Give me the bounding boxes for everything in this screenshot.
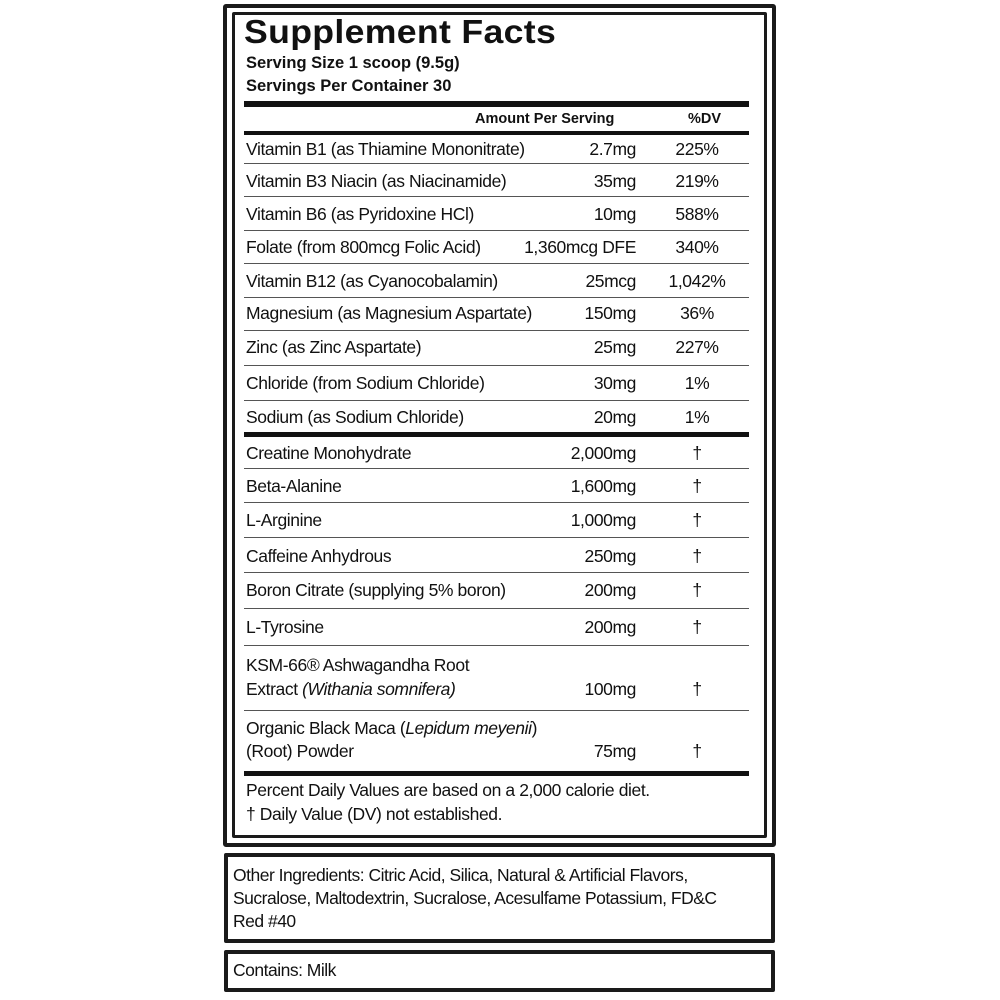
latin-name: (Withania somnifera)	[302, 679, 456, 699]
row-divider	[244, 297, 749, 298]
row-divider	[244, 163, 749, 164]
dagger-icon: †	[692, 741, 702, 761]
ingredient-amount: 100mg	[584, 679, 636, 699]
ingredient-amount: 200mg	[584, 617, 636, 637]
nutrient-amount: 25mcg	[585, 271, 636, 291]
nutrient-amount: 10mg	[593, 204, 636, 224]
botanical-name-line1	[246, 716, 537, 740]
dv-header: %DV	[688, 111, 722, 127]
botanical-row	[246, 716, 749, 766]
botanical-name-line1	[246, 653, 469, 677]
row-divider	[244, 710, 749, 711]
botanical-name-text: Extract	[246, 679, 303, 699]
nutrient-dv: 588%	[675, 204, 719, 224]
botanical-name-text: Organic Black Maca (	[246, 718, 406, 738]
dagger-icon: †	[692, 443, 702, 463]
ingredient-name: L-Tyrosine	[246, 617, 324, 637]
row-divider	[244, 365, 749, 366]
nutrient-name: Folate (from 800mcg Folic Acid)	[246, 237, 481, 257]
nutrient-dv: 227%	[675, 337, 719, 357]
dagger-icon: †	[692, 580, 702, 600]
dagger-icon: †	[692, 679, 702, 699]
nutrient-amount: 25mg	[593, 337, 636, 357]
thick-divider	[244, 101, 749, 107]
ingredient-amount: 200mg	[584, 580, 636, 600]
ingredient-amount: 75mg	[593, 741, 636, 761]
ingredient-name: Caffeine Anhydrous	[246, 546, 392, 566]
section-divider	[244, 432, 749, 437]
nutrient-amount: 35mg	[593, 171, 636, 191]
dagger-icon: †	[692, 546, 702, 566]
row-divider	[244, 330, 749, 331]
row-divider	[244, 468, 749, 469]
nutrient-amount: 150mg	[584, 303, 636, 323]
nutrient-name: Magnesium (as Magnesium Aspartate)	[246, 303, 532, 323]
botanical-name-text: )	[531, 718, 538, 738]
ingredient-amount: 1,600mg	[570, 476, 636, 496]
header-divider	[244, 131, 749, 135]
nutrient-amount: 1,360mcg DFE	[524, 237, 636, 257]
nutrient-dv: 1%	[684, 407, 710, 427]
other-ingredients-line: Red #40	[233, 911, 296, 931]
footer-divider	[244, 771, 749, 776]
dagger-icon: †	[692, 476, 702, 496]
label-title: Supplement Facts	[244, 13, 557, 50]
nutrient-name: Vitamin B3 Niacin (as Niacinamide)	[246, 171, 507, 191]
nutrient-dv: 36%	[680, 303, 714, 323]
nutrient-amount: 20mg	[593, 407, 636, 427]
botanical-name-line2	[246, 739, 354, 763]
ingredient-name: Beta-Alanine	[246, 476, 342, 496]
botanical-name-text: KSM-66® Ashwagandha Root	[246, 655, 470, 675]
nutrient-name: Vitamin B12 (as Cyanocobalamin)	[246, 271, 498, 291]
amount-per-serving-header: Amount Per Serving	[475, 111, 615, 127]
botanical-name-line2	[246, 677, 455, 701]
nutrient-name: Vitamin B6 (as Pyridoxine HCl)	[246, 204, 474, 224]
row-divider	[244, 196, 749, 197]
nutrient-name: Vitamin B1 (as Thiamine Mononitrate)	[246, 139, 525, 159]
ingredient-name: Boron Citrate (supplying 5% boron)	[246, 580, 506, 600]
nutrient-amount: 30mg	[593, 373, 636, 393]
other-ingredients-text	[233, 864, 763, 933]
ingredient-name: Creatine Monohydrate	[246, 443, 412, 463]
allergen-statement: Contains: Milk	[233, 960, 336, 980]
ingredient-amount: 2,000mg	[570, 443, 636, 463]
row-divider	[244, 537, 749, 538]
serving-size: Serving Size 1 scoop (9.5g)	[246, 54, 460, 72]
row-divider	[244, 645, 749, 646]
servings-per-container: Servings Per Container 30	[246, 77, 452, 95]
nutrient-amount: 2.7mg	[589, 139, 636, 159]
dagger-icon: †	[692, 510, 702, 530]
dagger-icon: †	[692, 617, 702, 637]
row-divider	[244, 263, 749, 264]
nutrient-dv: 340%	[675, 237, 719, 257]
ingredient-name: L-Arginine	[246, 510, 322, 530]
row-divider	[244, 230, 749, 231]
nutrient-dv: 1%	[684, 373, 710, 393]
nutrient-name: Sodium (as Sodium Chloride)	[246, 407, 464, 427]
footnote-dv-not-established: † Daily Value (DV) not established.	[246, 804, 503, 824]
nutrient-name: Zinc (as Zinc Aspartate)	[246, 337, 422, 357]
row-divider	[244, 400, 749, 401]
nutrient-dv: 225%	[675, 139, 719, 159]
nutrient-dv: 219%	[675, 171, 719, 191]
other-ingredients-line: Sucralose, Maltodextrin, Sucralose, Acesulfame Potassium, FD&C	[233, 888, 717, 908]
nutrient-dv: 1,042%	[668, 271, 726, 291]
other-ingredients-line: Other Ingredients: Citric Acid, Silica, Natural & Artificial Flavors,	[233, 865, 688, 885]
footnote-daily-values: Percent Daily Values are based on a 2,000 calorie diet.	[246, 780, 650, 800]
botanical-row	[246, 653, 749, 703]
latin-name: Lepidum meyenii	[405, 718, 532, 738]
ingredient-amount: 1,000mg	[570, 510, 636, 530]
botanical-name-text: (Root) Powder	[246, 741, 354, 761]
row-divider	[244, 608, 749, 609]
row-divider	[244, 572, 749, 573]
ingredient-amount: 250mg	[584, 546, 636, 566]
nutrient-name: Chloride (from Sodium Chloride)	[246, 373, 485, 393]
row-divider	[244, 502, 749, 503]
